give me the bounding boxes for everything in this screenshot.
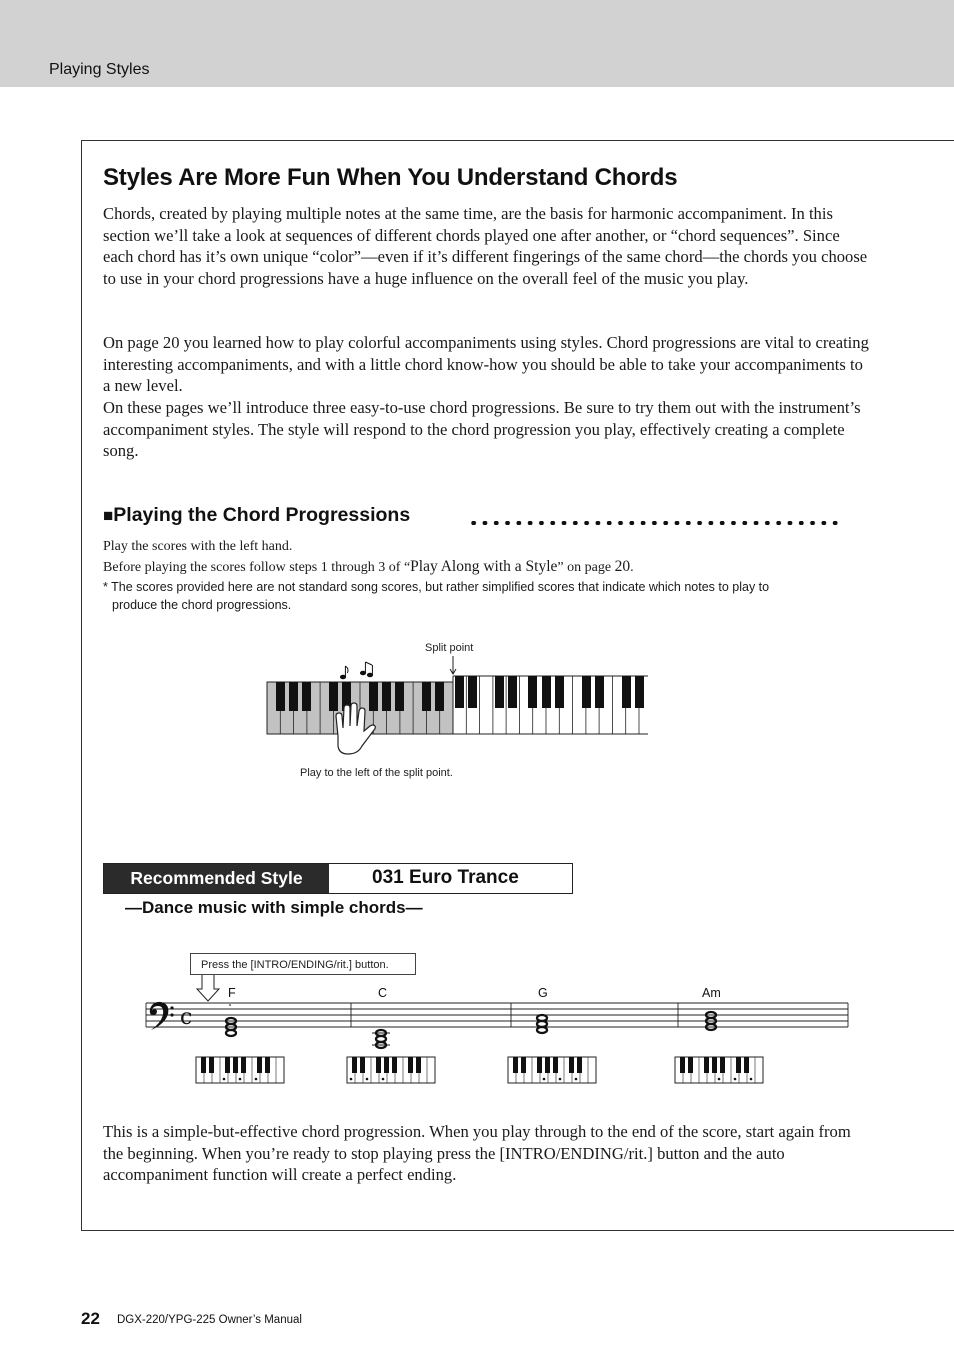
intro-paragraph: Chords, created by playing multiple notes at the same time, are the basis for harmonic accompaniment. In this section we’ll take a look at sequences of different chords played one after another, or “chord sequences”. Since each chord has it’s own unique “color”—even if it’s different fingerings of the same chord—the chords you choose to use in your chord progressions have a huge influence on the overall feel of the music you play. [103,204,868,289]
section-label: Playing Styles [49,61,150,78]
chord-label-g: G [538,986,548,1000]
common-time-icon: c [180,1005,193,1030]
footnote-line-1: * The scores provided here are not standard song scores, but rather simplified scores that indicate which notes to play to [103,580,770,594]
instruction-line-reference [103,558,634,576]
instruction-line: Play the scores with the left hand. [103,539,293,554]
ref-link-text: Play Along with a Style [410,558,558,575]
music-notes-icon [340,662,372,679]
chord-label-f: F [228,986,236,1000]
section-marker: ■ [103,506,114,525]
section-heading [103,504,410,527]
chord-notes-g [537,1015,547,1033]
ref-text-a: Before playing the scores follow steps 1 through 3 of “ [103,560,411,575]
ref-text-b: ” on page [557,560,615,575]
split-point-label: Split point [425,642,474,654]
left-of-split-caption: Play to the left of the split point. [300,767,453,779]
chord-score [140,975,860,1095]
chord-label-c: C [378,986,388,1000]
bass-clef-icon [150,1002,174,1030]
mini-keyboard-g [508,1057,596,1083]
section-heading-text: Playing the Chord Progressions [113,504,411,526]
recommended-style-box [103,863,573,894]
dotted-leader [468,521,840,525]
mini-keyboard-c [347,1057,435,1083]
ref-page-number: 20 [614,558,631,575]
recommended-style-value: 031 Euro Trance [372,867,519,888]
page-title: Styles Are More Fun When You Understand Chords [103,164,678,191]
styles-paragraph: On page 20 you learned how to play colorful accompaniments using styles. Chord progressions are vital to creating interesting accompaniments, and with a little chord know-how you should be able to take your accompaniments to a new level. [103,333,869,396]
progressions-paragraph: On these pages we’ll introduce three easy-to-use chord progressions. Be sure to try them out with the instrument’s accompaniment styles. The style will respond to the chord progression you play, effectively creating a complete song. [103,398,861,461]
intro-ending-callout: Press the [INTRO/ENDING/rit.] button. [190,953,416,975]
mini-keyboard-am [675,1057,763,1083]
closing-paragraph: This is a simple-but-effective chord progression. When you play through to the end of the score, start again from the beginning. When you’re ready to stop playing press the [INTRO/ENDING/rit.] button and the auto accompaniment function will create a perfect ending. [103,1122,851,1185]
recommended-style-label: Recommended Style [104,864,329,893]
footnote-line-2: produce the chord progressions. [112,598,292,612]
arrow-down-icon [197,975,219,1001]
mini-keyboard-f [196,1057,284,1083]
chord-label-am: Am [702,986,721,1000]
page-number: 22 [81,1309,100,1328]
footnote [103,578,893,614]
style-subtitle: —Dance music with simple chords— [125,898,423,917]
keyboard-figure [262,636,662,786]
chord-notes-c [372,1030,390,1048]
ref-text-c: . [630,560,634,575]
manual-title: DGX-220/YPG-225 Owner’s Manual [117,1314,302,1326]
